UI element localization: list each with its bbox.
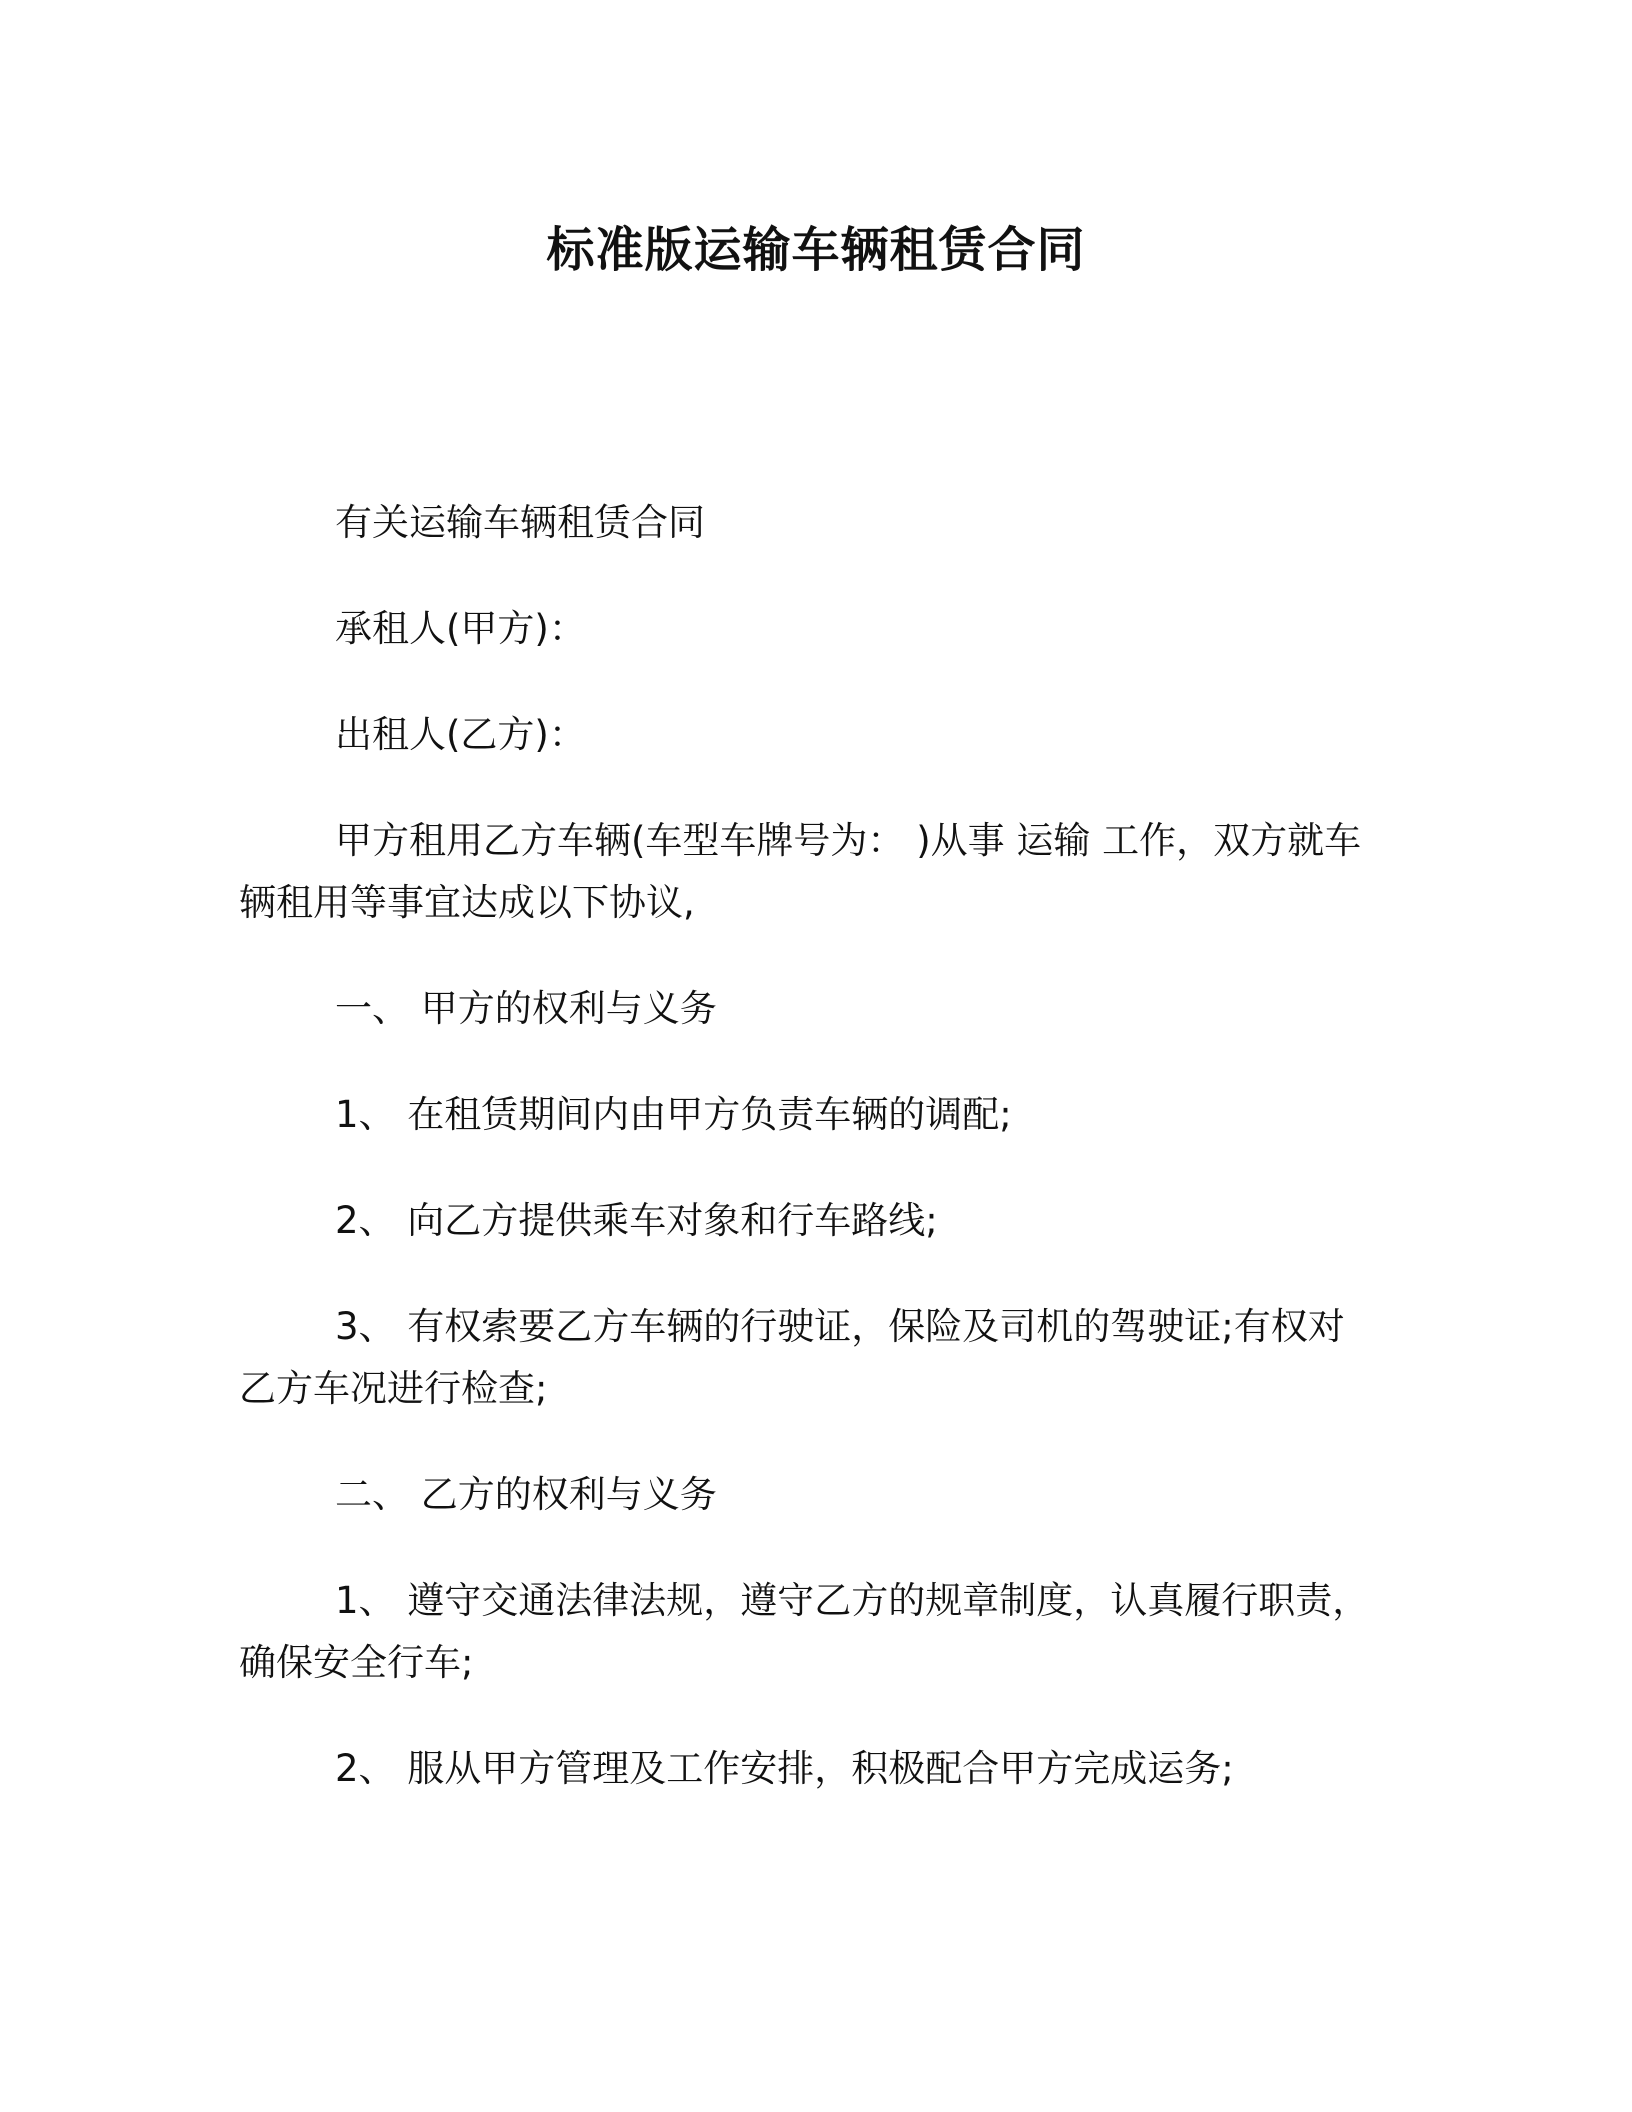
section-one-item-3: 3、 有权索要乙方车辆的行驶证，保险及司机的驾驶证;有权对乙方车况进行检查;	[239, 1305, 1345, 1410]
section-one-item-1: 1、 在租赁期间内由甲方负责车辆的调配;	[335, 1093, 1012, 1136]
section-one-item-2: 2、 向乙方提供乘车对象和行车路线;	[335, 1199, 938, 1242]
document-title: 标准版运输车辆租赁合同	[546, 222, 1086, 278]
section-two-item-2: 2、 服从甲方管理及工作安排，积极配合甲方完成运务;	[335, 1747, 1234, 1790]
agreement-intro: 甲方租用乙方车辆(车型车牌号为： )从事 运输 工作，双方就车辆租用等事宜达成以下协议,	[239, 819, 1362, 924]
section-two-item-1: 1、 遵守交通法律法规，遵守乙方的规章制度，认真履行职责，确保安全行车;	[239, 1579, 1370, 1684]
document-body	[239, 492, 1379, 1844]
lessor-line: 出租人(乙方)：	[335, 713, 586, 756]
section-two-heading: 二、 乙方的权利与义务	[335, 1473, 717, 1516]
lessee-line: 承租人(甲方)：	[335, 607, 586, 650]
section-one-heading: 一、 甲方的权利与义务	[335, 987, 717, 1030]
intro-heading: 有关运输车辆租赁合同	[335, 501, 705, 544]
